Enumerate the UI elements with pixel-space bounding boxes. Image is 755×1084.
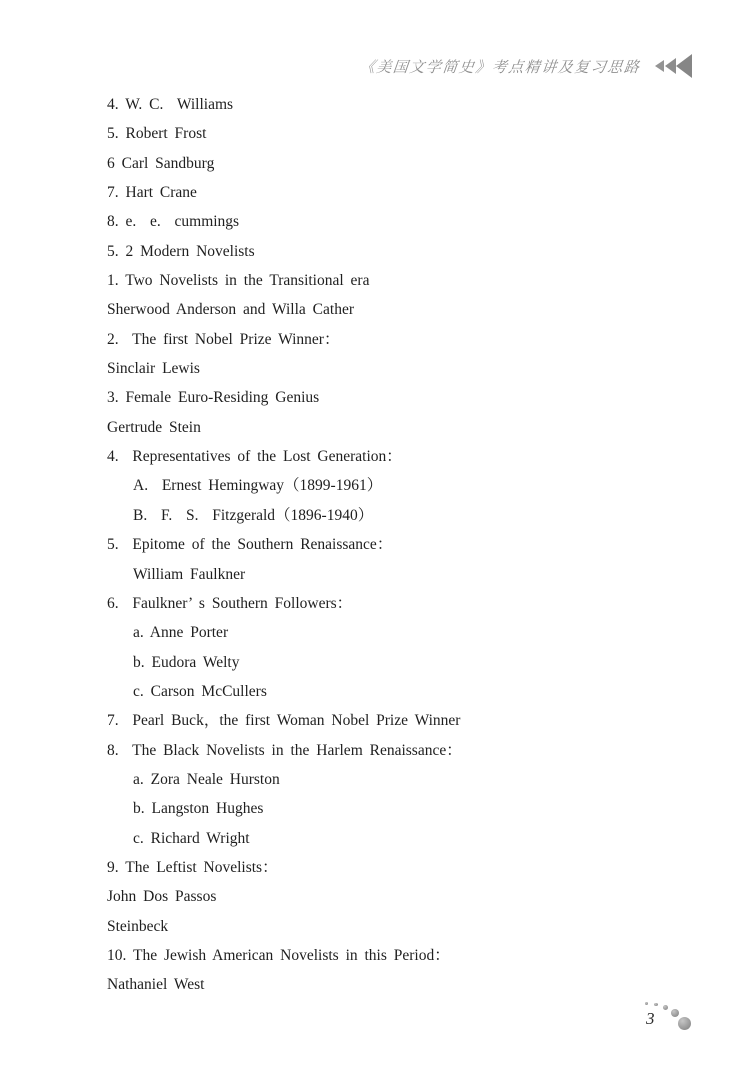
outline-content (107, 90, 707, 1000)
page-footer (640, 996, 710, 1046)
outline-line: 5. Epitome of the Southern Renaissance： (107, 536, 393, 554)
outline-line: 5. Robert Frost (107, 125, 207, 143)
triple-left-arrows-icon (651, 50, 695, 82)
outline-line: 8. e. e. cummings (107, 213, 240, 231)
dot-trail-icon (654, 1003, 658, 1006)
outline-line: b. Langston Hughes (133, 800, 264, 818)
outline-line: William Faulkner (133, 565, 246, 583)
outline-line: Sinclair Lewis (107, 360, 200, 378)
outline-line: Gertrude Stein (107, 418, 201, 436)
dot-trail-icon (663, 1005, 668, 1010)
outline-line: c. Carson McCullers (133, 682, 267, 700)
outline-line: 1. Two Novelists in the Transitional era (107, 272, 370, 290)
page-number: 3 (646, 1009, 655, 1028)
outline-line: 6. Faulkner’ s Southern Followers： (107, 594, 353, 612)
outline-line: c. Richard Wright (133, 829, 250, 847)
outline-line: 6 Carl Sandburg (107, 154, 215, 172)
outline-line: b. Eudora Welty (133, 653, 240, 671)
header-title: 《美国文学简史》考点精讲及复习思路 (359, 59, 642, 76)
outline-line: 7. Pearl Buck，the first Woman Nobel Prize Winner (107, 712, 461, 730)
outline-line: 9. The Leftist Novelists： (107, 858, 278, 876)
outline-line: 4. Representatives of the Lost Generation： (107, 448, 402, 466)
outline-line: a. Zora Neale Hurston (133, 770, 280, 788)
outline-line: Steinbeck (107, 917, 169, 935)
outline-line: B. F. S. Fitzgerald（1896-1940） (133, 506, 374, 524)
outline-line: 4. W. C. Williams (107, 96, 234, 113)
outline-line: Nathaniel West (107, 976, 205, 994)
outline-line: John Dos Passos (107, 888, 217, 906)
dot-trail-icon (671, 1009, 679, 1017)
outline-line: a. Anne Porter (133, 624, 229, 642)
outline-line: A. Ernest Hemingway（1899-1961） (133, 477, 383, 495)
outline-line: 2. The first Nobel Prize Winner： (107, 330, 340, 348)
outline-line: 10. The Jewish American Novelists in this Period： (107, 946, 450, 964)
outline-line: 8. The Black Novelists in the Harlem Renaissance： (107, 741, 462, 759)
outline-line: 3. Female Euro-Residing Genius (107, 389, 320, 407)
outline-line: Sherwood Anderson and Willa Cather (107, 301, 354, 319)
outline-line: 5. 2 Modern Novelists (107, 242, 255, 260)
dot-trail-icon (645, 1002, 648, 1005)
outline-line: 7. Hart Crane (107, 184, 197, 202)
dot-trail-icon (678, 1017, 691, 1030)
page-header (360, 50, 695, 82)
